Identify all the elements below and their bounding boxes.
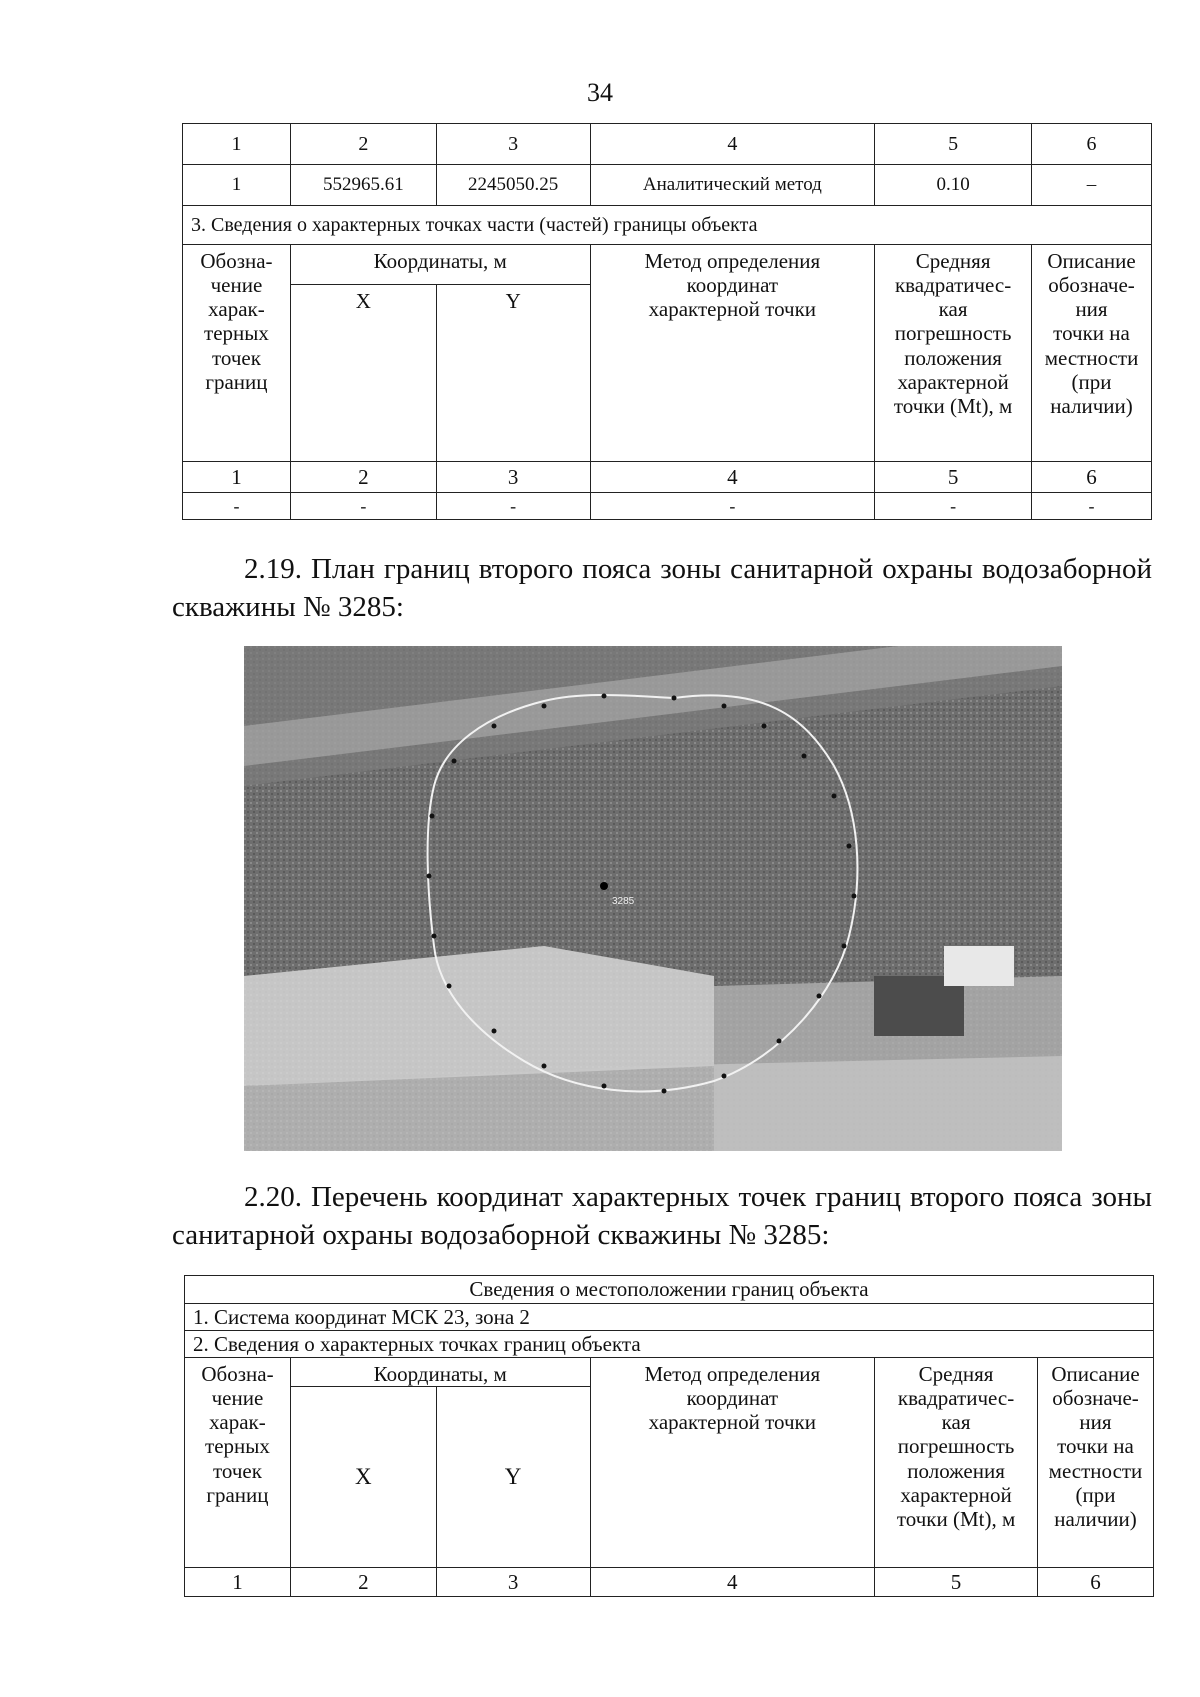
col-number-cell: 5	[875, 124, 1032, 165]
header-error: Средняя квадратичес- кая погрешность положения характерной точки (Mt), м	[875, 245, 1032, 462]
coord-system: 1. Система координат МСК 23, зона 2	[185, 1304, 1154, 1331]
empty-cell: -	[436, 493, 590, 520]
col-number-cell: 3	[436, 462, 590, 493]
empty-cell: -	[290, 493, 436, 520]
boundary-plan-map	[244, 646, 1062, 1151]
paragraph-text: 2.20. Перечень координат характерных точек границ второго пояса зоны санитарной охраны водозаборной скважины № 3285:	[172, 1181, 1152, 1251]
empty-cell: -	[1032, 493, 1152, 520]
section-title: 3. Сведения о характерных точках части (частей) границы объекта	[183, 206, 1152, 245]
col-number-cell: 1	[183, 462, 291, 493]
header-description: Описание обозначе- ния точки на местности (при наличии)	[1038, 1358, 1154, 1568]
empty-cell: -	[590, 493, 875, 520]
header-x: X	[290, 1387, 436, 1568]
col-number-cell: 6	[1038, 1568, 1154, 1597]
table-row	[183, 165, 1152, 206]
header-y: Y	[436, 284, 590, 461]
col-number-cell: 3	[436, 1568, 590, 1597]
col-number-cell: 4	[590, 462, 875, 493]
header-method: Метод определения координат характерной точки	[590, 1358, 875, 1568]
page-number: 34	[587, 78, 613, 107]
paragraph-2-19	[172, 550, 1152, 626]
col-number-cell: 1	[185, 1568, 291, 1597]
header-method: Метод определения координат характерной точки	[590, 245, 875, 462]
table-header-row	[185, 1358, 1154, 1387]
col-number-cell: 2	[290, 124, 436, 165]
col-number-cell: 3	[436, 124, 590, 165]
x-cell: 552965.61	[290, 165, 436, 206]
header-y: Y	[436, 1387, 590, 1568]
table-boundary-coordinates	[184, 1275, 1154, 1597]
header-coordinates: Координаты, м	[290, 245, 590, 285]
y-cell: 2245050.25	[436, 165, 590, 206]
table-row	[185, 1304, 1154, 1331]
col-number-cell: 5	[875, 1568, 1038, 1597]
col-number-cell: 2	[290, 1568, 436, 1597]
empty-cell: -	[875, 493, 1032, 520]
header-x: X	[290, 284, 436, 461]
col-number-cell: 1	[183, 124, 291, 165]
header-designation: Обозна- чение харак- терных точек границ	[185, 1358, 291, 1568]
table-row	[183, 462, 1152, 493]
point-id-cell: 1	[183, 165, 291, 206]
table-part-boundary	[182, 123, 1152, 520]
well-point	[600, 882, 608, 890]
col-number-cell: 5	[875, 462, 1032, 493]
paragraph-2-20	[172, 1178, 1152, 1254]
section-title: 2. Сведения о характерных точках границ объекта	[185, 1331, 1154, 1358]
error-cell: 0.10	[875, 165, 1032, 206]
table-row	[183, 493, 1152, 520]
col-number-cell: 6	[1032, 462, 1152, 493]
col-number-cell: 4	[590, 124, 875, 165]
well-label: 3285	[612, 896, 635, 907]
description-cell: –	[1032, 165, 1152, 206]
header-error: Средняя квадратичес- кая погрешность положения характерной точки (Mt), м	[875, 1358, 1038, 1568]
table-row	[185, 1568, 1154, 1597]
paragraph-text: 2.19. План границ второго пояса зоны санитарной охраны водозаборной скважины № 3285:	[172, 553, 1152, 623]
table-row	[185, 1276, 1154, 1304]
building-light	[944, 946, 1014, 986]
table-row	[183, 206, 1152, 245]
header-designation: Обозна- чение харак- терных точек границ	[183, 245, 291, 462]
table-header-row	[183, 245, 1152, 285]
header-coordinates: Координаты, м	[290, 1358, 590, 1387]
table-title: Сведения о местоположении границ объекта	[185, 1276, 1154, 1304]
method-cell: Аналитический метод	[590, 165, 875, 206]
table-row	[183, 124, 1152, 165]
empty-cell: -	[183, 493, 291, 520]
header-description: Описание обозначе- ния точки на местности (при наличии)	[1032, 245, 1152, 462]
table-row	[185, 1331, 1154, 1358]
col-number-cell: 2	[290, 462, 436, 493]
col-number-cell: 6	[1032, 124, 1152, 165]
col-number-cell: 4	[590, 1568, 875, 1597]
